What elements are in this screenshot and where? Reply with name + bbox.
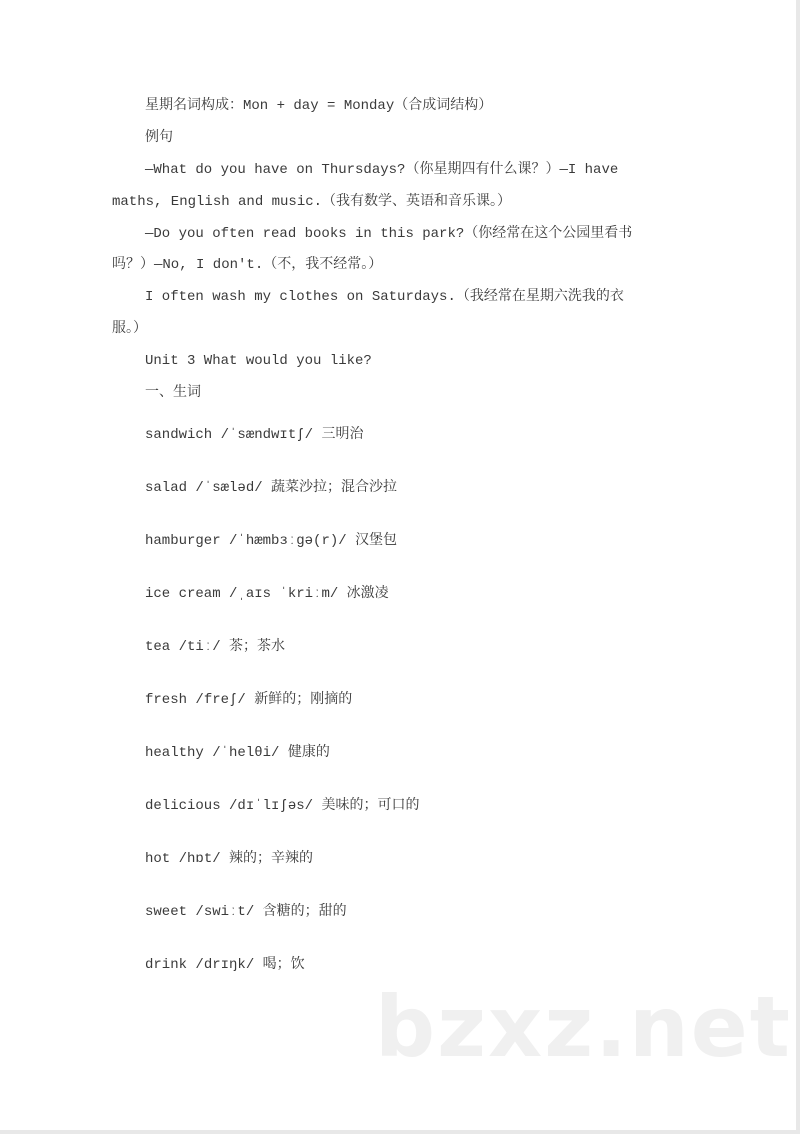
vocab-phonetic: /ˈsændwɪtʃ/ xyxy=(220,427,314,443)
vocab-item xyxy=(145,743,330,763)
weekday-formation-note: 星期名词构成：Mon + day = Monday（合成词结构） xyxy=(145,98,493,114)
vocab-meaning: 辣的；辛辣的 xyxy=(229,851,314,867)
vocab-phonetic: /ˌaɪs ˈkriːm/ xyxy=(229,586,339,602)
example-1-line-2: maths, English and music.（我有数学、英语和音乐课。） xyxy=(112,194,512,210)
vocab-word: sandwich xyxy=(145,427,213,443)
vocab-meaning: 汉堡包 xyxy=(355,533,398,549)
vocab-word: ice cream xyxy=(145,586,221,602)
vocab-word: tea xyxy=(145,639,171,655)
vocab-item xyxy=(145,637,285,657)
vocab-item xyxy=(145,425,363,445)
vocab-item xyxy=(145,531,397,551)
page-edge-bottom xyxy=(0,1130,800,1134)
vocab-item xyxy=(145,584,389,604)
vocab-item xyxy=(145,796,419,816)
example-1-line-1 xyxy=(145,160,708,180)
vocab-phonetic: /dɪˈlɪʃəs/ xyxy=(229,798,314,814)
vocab-word: delicious xyxy=(145,798,221,814)
vocab-item xyxy=(145,902,347,922)
vocab-phonetic: /ˈhelθi/ xyxy=(212,745,280,761)
vocab-meaning: 茶；茶水 xyxy=(229,639,286,655)
vocab-word: fresh xyxy=(145,692,188,708)
vocab-item xyxy=(145,478,397,498)
vocab-word: salad xyxy=(145,480,188,496)
unit-title: Unit 3 What would you like? xyxy=(145,353,372,369)
vocab-meaning: 冰激凌 xyxy=(346,586,389,602)
vocab-meaning: 含糖的；甜的 xyxy=(262,904,347,920)
vocab-meaning: 新鲜的；刚摘的 xyxy=(254,692,353,708)
vocab-word: drink xyxy=(145,957,188,973)
example-1-text: —What do you have on Thursdays?（你星期四有什么课？）—I have xyxy=(145,162,619,178)
vocab-item xyxy=(145,849,313,869)
vocab-phonetic: /hɒt/ xyxy=(178,851,221,867)
vocab-meaning: 健康的 xyxy=(287,745,330,761)
watermark-logo: bzxz.net xyxy=(375,978,792,1076)
vocab-word: healthy xyxy=(145,745,204,761)
vocab-phonetic: /swiːt/ xyxy=(195,904,255,920)
vocab-item xyxy=(145,690,352,710)
vocab-meaning: 喝；饮 xyxy=(262,957,305,973)
vocab-phonetic: /ˈsæləd/ xyxy=(195,480,263,496)
vocab-phonetic: /tiː/ xyxy=(178,639,221,655)
vocab-phonetic: /freʃ/ xyxy=(195,692,246,708)
examples-heading: 例句 xyxy=(145,130,173,146)
example-2-line-1: —Do you often read books in this park?（你经常在这个公园里看书 xyxy=(145,226,633,242)
vocab-meaning: 三明治 xyxy=(321,427,364,443)
example-2-line-2: 吗？）—No, I don't.（不，我不经常。） xyxy=(112,257,383,273)
vocab-meaning: 蔬菜沙拉；混合沙拉 xyxy=(271,480,398,496)
vocab-word: sweet xyxy=(145,904,188,920)
vocab-phonetic: /drɪŋk/ xyxy=(195,957,255,973)
page-edge-right xyxy=(796,0,800,1134)
vocab-phonetic: /ˈhæmbɜːɡə(r)/ xyxy=(229,533,347,549)
vocab-word: hot xyxy=(145,851,171,867)
example-3-line-1: I often wash my clothes on Saturdays.（我经常在星期六洗我的衣 xyxy=(145,289,624,305)
example-3-line-2: 服。） xyxy=(112,321,147,337)
vocab-word: hamburger xyxy=(145,533,221,549)
vocab-meaning: 美味的；可口的 xyxy=(321,798,420,814)
section-heading-vocabulary: 一、生词 xyxy=(145,385,201,401)
vocab-item xyxy=(145,955,305,975)
